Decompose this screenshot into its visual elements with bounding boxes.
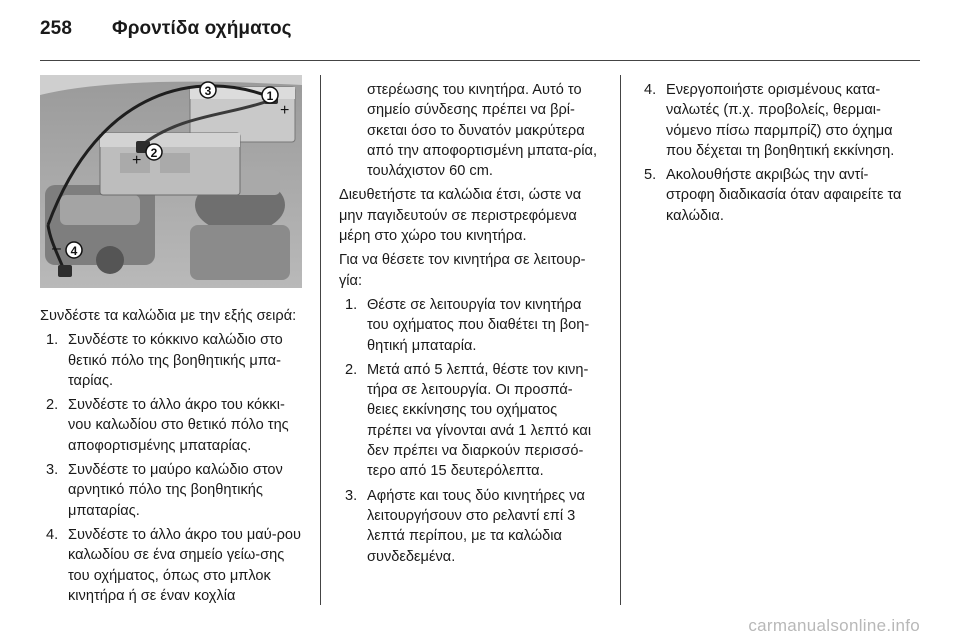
svg-text:2: 2 [150, 146, 158, 160]
engine-start-intro: Για να θέσετε τον κινητήρα σε λειτουρ-γία: [339, 252, 586, 289]
svg-text:3: 3 [204, 84, 212, 98]
engine-bay-figure [40, 75, 302, 288]
connection-intro: Συνδέστε τα καλώδια με την εξής σειρά: [40, 308, 297, 324]
callout-2 [146, 144, 162, 160]
svg-text:1: 1 [266, 89, 274, 103]
watermark: carmanualsonline.info [748, 616, 920, 635]
callout-3 [200, 82, 216, 98]
engine-start-steps [339, 295, 603, 567]
column-1 [40, 306, 302, 610]
page-header [40, 18, 292, 40]
list-item: 4. Ενεργοποιήστε ορισμένους κατα-ναλωτές (π.χ. προβολείς, θερμαι-νόμενο πίσω παρμπρίζ) στο όχημα που δέχεται τη βοηθητική εκκίνηση. [644, 82, 895, 159]
header-rule [40, 60, 920, 61]
cable-routing-paragraph: Διευθετήστε τα καλώδια έτσι, ώστε να μην παγιδευτούν σε περιστρεφόμενα μέρη στο χώρο του κινητήρα. [339, 187, 582, 245]
list-item: 1. Θέστε σε λειτουργία τον κινητήρα του οχήματος που διαθέτει τη βοη-θητική μπαταρία. [345, 296, 590, 354]
column-3 [638, 80, 906, 230]
step-4-continuation: στερέωσης του κινητήρα. Αυτό το σημείο σύνδεσης πρέπει να βρί-σκεται όσο το δυνατόν μακρύτερα από την αποφορτισμένη μπατα-ρία, τουλάχιστον 60 cm. [367, 82, 597, 180]
column-divider [620, 75, 621, 605]
final-steps [638, 80, 906, 226]
column-2 [339, 80, 603, 571]
list-item: 2. Συνδέστε το άλλο άκρο του κόκκι-νου καλωδίου στο θετικό πόλο της αποφορτισμένης μπαταρίας. [46, 397, 289, 454]
svg-text:4: 4 [70, 244, 78, 258]
callout-1 [262, 87, 278, 103]
svg-text:+: + [132, 152, 142, 169]
engine-bay-illustration [40, 75, 302, 288]
connection-steps [40, 330, 302, 606]
page-title: Φροντίδα οχήματος [112, 18, 292, 39]
list-item: 4. Συνδέστε το άλλο άκρο του μαύ-ρου καλωδίου σε ένα σημείο γείω-σης του οχήματος, όπως στο μπλοκ κινητήρα ή σε έναν κοχλία [46, 526, 301, 604]
list-item: 3. Αφήστε και τους δύο κινητήρες να λειτουργήσουν στο ρελαντί επί 3 λεπτά περίπου, με τα καλώδια συνδεδεμένα. [345, 487, 585, 565]
list-item: 3. Συνδέστε το μαύρο καλώδιο στον αρνητικό πόλο της βοηθητικής μπαταρίας. [46, 462, 283, 519]
page-number: 258 [40, 18, 73, 39]
svg-text:–: – [52, 240, 61, 257]
column-divider [320, 75, 321, 605]
callout-4 [66, 242, 82, 258]
list-item: 2. Μετά από 5 λεπτά, θέστε τον κινη-τήρα σε λειτουργία. Οι προσπά-θειες εκκίνησης του οχήματος πρέπει να γίνονται ανά 1 λεπτό και δεν πρέπει να διαρκούν περισσό-τερο από 15 δευτερόλεπτα. [345, 361, 592, 480]
svg-text:+: + [280, 102, 290, 119]
list-item: 5. Ακολουθήστε ακριβώς την αντί-στροφη διαδικασία όταν αφαιρείτε τα καλώδια. [644, 167, 902, 224]
list-item: 1. Συνδέστε το κόκκινο καλώδιο στο θετικό πόλο της βοηθητικής μπα-ταρίας. [46, 332, 283, 389]
